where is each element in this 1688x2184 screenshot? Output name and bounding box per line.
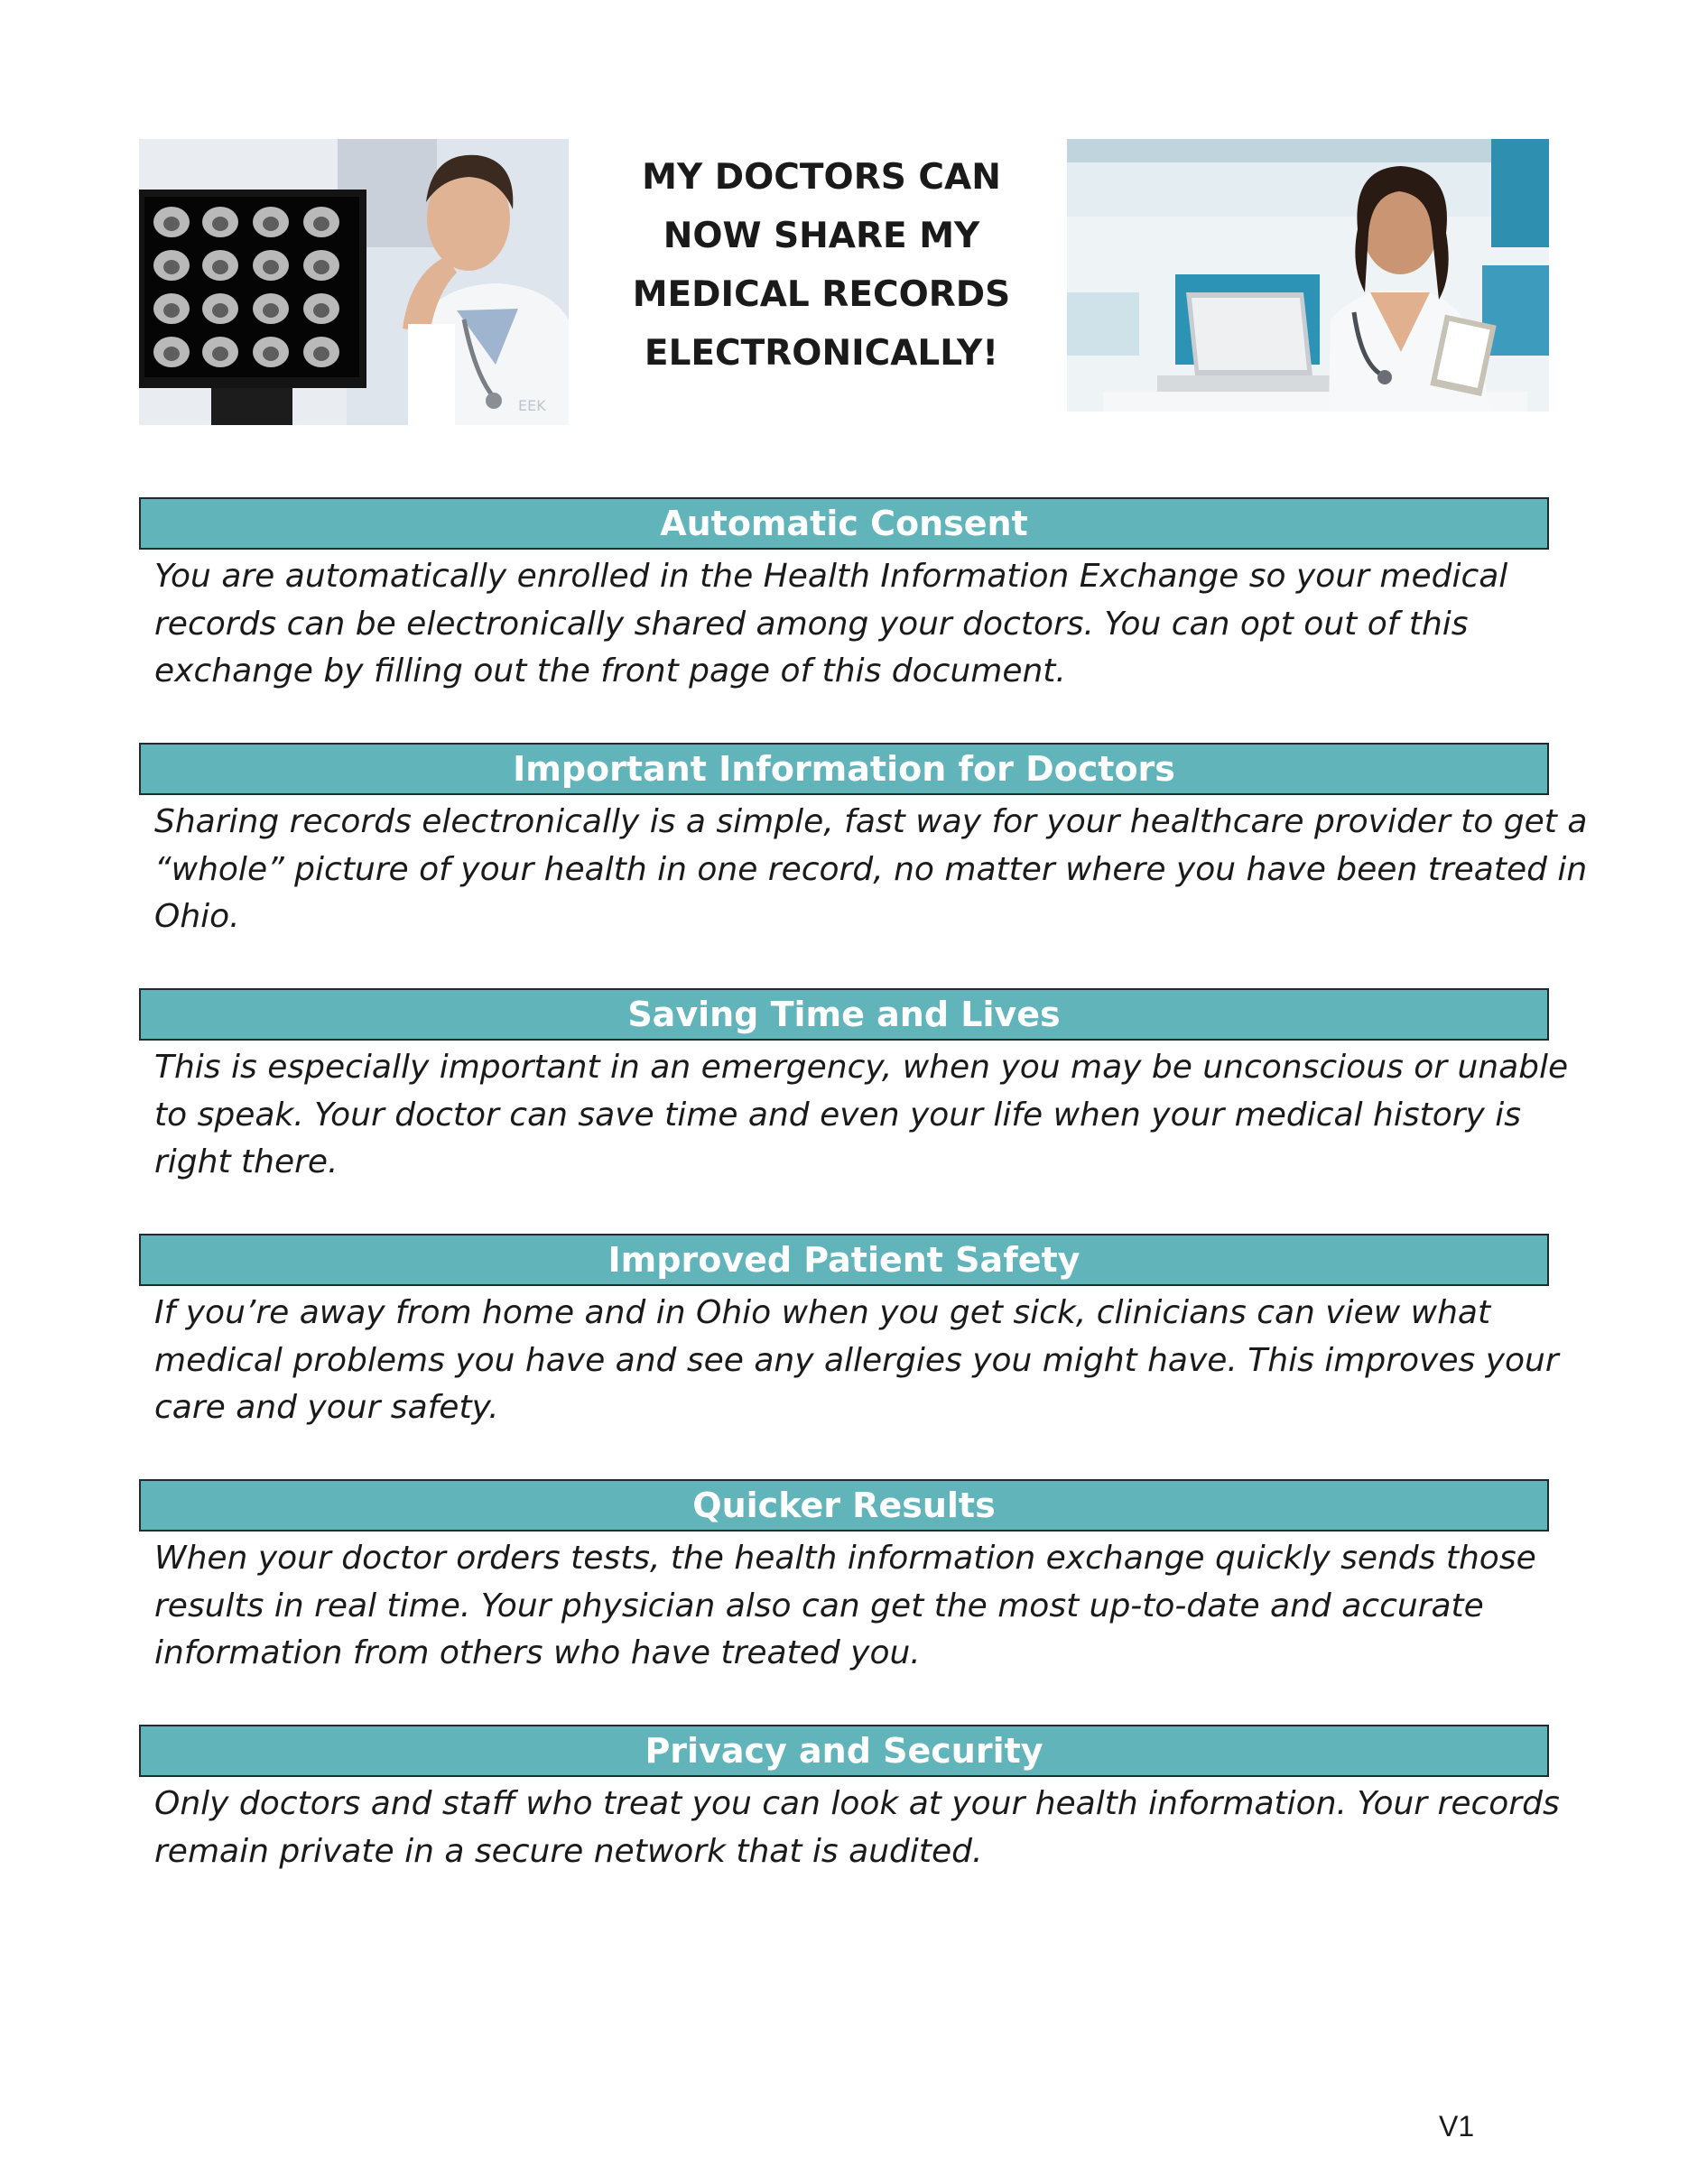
- text-line: right there.: [154, 1143, 339, 1180]
- section-heading: Privacy and Security: [139, 1725, 1549, 1777]
- title-line: NOW SHARE MY: [663, 216, 980, 256]
- section-heading: Important Information for Doctors: [139, 743, 1549, 795]
- section-heading: Automatic Consent: [139, 497, 1549, 550]
- text-line: Sharing records electronically is a simple, fast way for your healthcare provider to get a: [154, 803, 1588, 840]
- section-heading: Quicker Results: [139, 1479, 1549, 1532]
- page-title: [596, 148, 1047, 383]
- section-text: [154, 799, 1588, 941]
- text-line: records can be electronically shared among your doctors. You can opt out of this: [154, 605, 1469, 643]
- text-line: When your doctor orders tests, the health information exchange quickly sends those: [154, 1540, 1536, 1577]
- text-line: medical problems you have and see any allergies you might have. This improves your: [154, 1341, 1559, 1379]
- section-important-information: [139, 743, 1588, 941]
- text-line: remain private in a secure network that is audited.: [154, 1832, 983, 1870]
- doctor-scans-photo: [139, 139, 569, 425]
- section-text: [154, 1535, 1544, 1678]
- section-text: [154, 1781, 1560, 1875]
- text-line: information from others who have treated you.: [154, 1634, 921, 1671]
- title-line: ELECTRONICALLY!: [644, 333, 999, 374]
- section-quicker-results: [139, 1479, 1549, 1678]
- text-line: Only doctors and staff who treat you can look at your health information. Your records: [154, 1785, 1560, 1822]
- section-automatic-consent: [139, 497, 1549, 696]
- section-text: [154, 1290, 1559, 1432]
- section-text: [154, 1044, 1569, 1187]
- doctor-laptop-photo: [1067, 139, 1549, 412]
- section-heading: Improved Patient Safety: [139, 1234, 1549, 1286]
- text-line: This is especially important in an emergency, when you may be unconscious or unable: [154, 1049, 1569, 1086]
- text-line: to speak. Your doctor can save time and even your life when your medical history is: [154, 1096, 1522, 1134]
- text-line: exchange by filling out the front page of this document.: [154, 652, 1066, 689]
- section-patient-safety: [139, 1234, 1559, 1432]
- text-line: You are automatically enrolled in the Health Information Exchange so your medical: [154, 558, 1508, 595]
- text-line: If you’re away from home and in Ohio when you get sick, clinicians can view what: [154, 1294, 1491, 1331]
- title-line: MEDICAL RECORDS: [632, 274, 1011, 315]
- photo-watermark: EEK: [518, 397, 546, 414]
- text-line: care and your safety.: [154, 1389, 499, 1426]
- section-heading: Saving Time and Lives: [139, 988, 1549, 1041]
- title-line: MY DOCTORS CAN: [642, 157, 1001, 198]
- text-line: results in real time. Your physician also can get the most up-to-date and accurate: [154, 1587, 1484, 1624]
- section-privacy-security: [139, 1725, 1560, 1875]
- section-saving-time: [139, 988, 1569, 1187]
- version-label: V1: [1439, 2110, 1475, 2142]
- text-line: Ohio.: [154, 898, 240, 935]
- section-text: [154, 553, 1544, 696]
- text-line: “whole” picture of your health in one record, no matter where you have been treated in: [154, 850, 1588, 888]
